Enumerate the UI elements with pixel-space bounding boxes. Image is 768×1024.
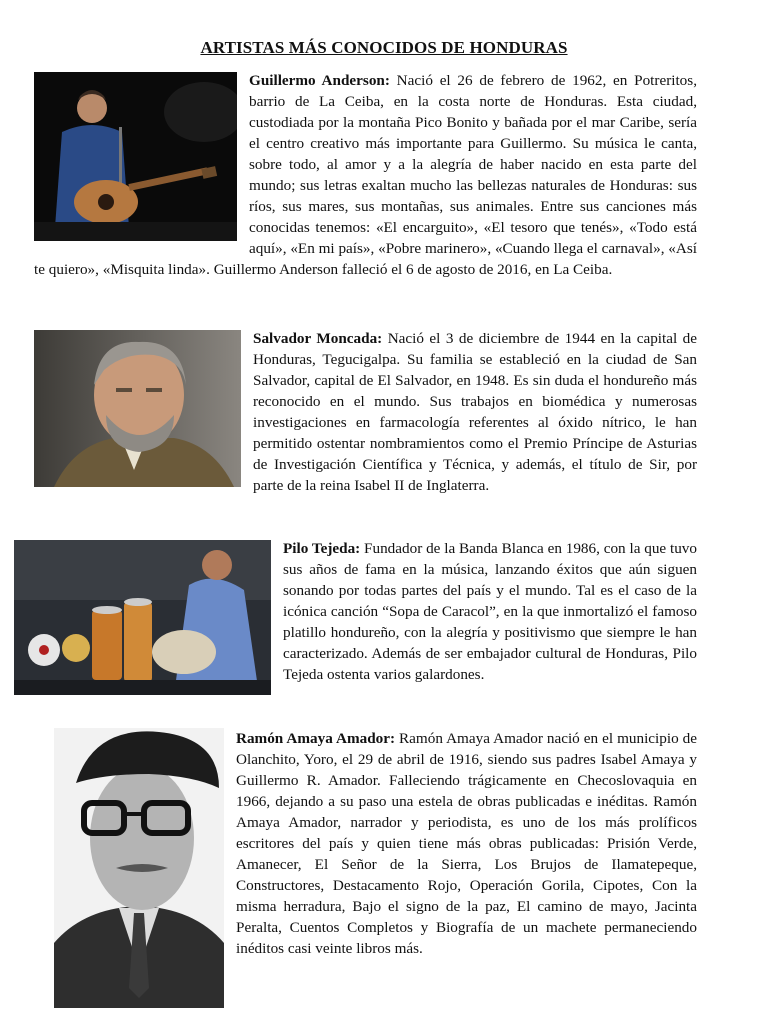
entry-ramon-amaya-amador: [54, 728, 697, 1008]
artist-bio: Nació el 26 de febrero de 1962, en Potreritos, barrio de La Ceiba, en la costa norte de Honduras. Esta ciudad, custodiada por la montaña Pico Bonito y bañada por el mar Caribe, sería el centro creativo más importante para Guillermo. Su música le canta, sobre todo, al amor y a la alegría de haber nacido en esta parte del mundo; sus letras exaltan mucho las bellezas naturales de Honduras: sus ríos, sus mares, sus montañas, sus animales. Entre sus canciones más conocidas tenemos: «El encarguito», «El tesoro que tenés», «Todo está aquí», «En mi país», «Pobre marinero», «Cuando llega el carnaval», «Así te quiero», «Misquita linda». Guillermo Anderson falleció el 6 de agosto de 2016, en La Ceiba.: [34, 72, 697, 278]
entry-guillermo-anderson: [34, 70, 697, 280]
artist-name: Salvador Moncada:: [253, 330, 383, 347]
page-title: ARTISTAS MÁS CONOCIDOS DE HONDURAS: [200, 38, 568, 57]
photo-guillermo-anderson: [34, 72, 237, 241]
entry-pilo-tejeda: [14, 538, 697, 695]
photo-salvador-moncada: [34, 330, 241, 487]
artist-bio: Ramón Amaya Amador nació en el municipio de Olanchito, Yoro, el 29 de abril de 1916, siendo sus padres Isabel Amaya y Guillermo R. Amador. Falleciendo trágicamente en Checoslovaquia en 1966, dejando a su paso una estela de obras publicadas e inéditas. Ramón Amaya Amador, narrador y periodista, es uno de los más prolíficos escritores del país y quien tiene más obras publicadas: Prisión Verde, Amanecer, El Señor de la Sierra, Los Brujos de Ilamatepeque, Constructores, Destacamento Rojo, Operación Gorila, Cipotes, Con la misma herradura, Bajo el signo de la paz, El camino de mayo, Jacinta Peralta, Cuentos Completos y Biografía de un machete permaneciendo inéditos casi veinte libros más.: [236, 730, 697, 957]
artist-bio: Nació el 3 de diciembre de 1944 en la capital de Honduras, Tegucigalpa. Su familia se estableció en la ciudad de San Salvador, capital de El Salvador, en 1948. Es sin duda el hondureño más reconocido en el mundo. Sus trabajos en biomédica y numerosas investigaciones en farmacología referentes al óxido nítrico, le han permitido ostentar nombramientos como el Premio Príncipe de Asturias de Investigación Científica y Técnica, y además, el título de Sir, por parte de la reina Isabel II de Inglaterra.: [253, 330, 698, 494]
photo-pilo-tejeda: [14, 540, 271, 695]
photo-ramon-amaya-amador: [54, 728, 224, 1008]
artist-name: Pilo Tejeda:: [283, 540, 361, 557]
artist-name: Ramón Amaya Amador:: [236, 730, 396, 747]
artist-name: Guillermo Anderson:: [249, 72, 390, 89]
entry-salvador-moncada: [34, 328, 697, 496]
artist-bio: Fundador de la Banda Blanca en 1986, con la que tuvo sus años de fama en la música, lanzando éxitos que aún siguen sonando por todas partes del país y el mundo. Tal es el caso de la icónica canción “Sopa de Caracol”, en la que inmortalizó el famoso platillo hondureño, con la alegría y positivismo que siempre le han caracterizado. Además de ser embajador cultural de Honduras, Pilo Tejeda ostenta varios galardones.: [283, 540, 697, 683]
